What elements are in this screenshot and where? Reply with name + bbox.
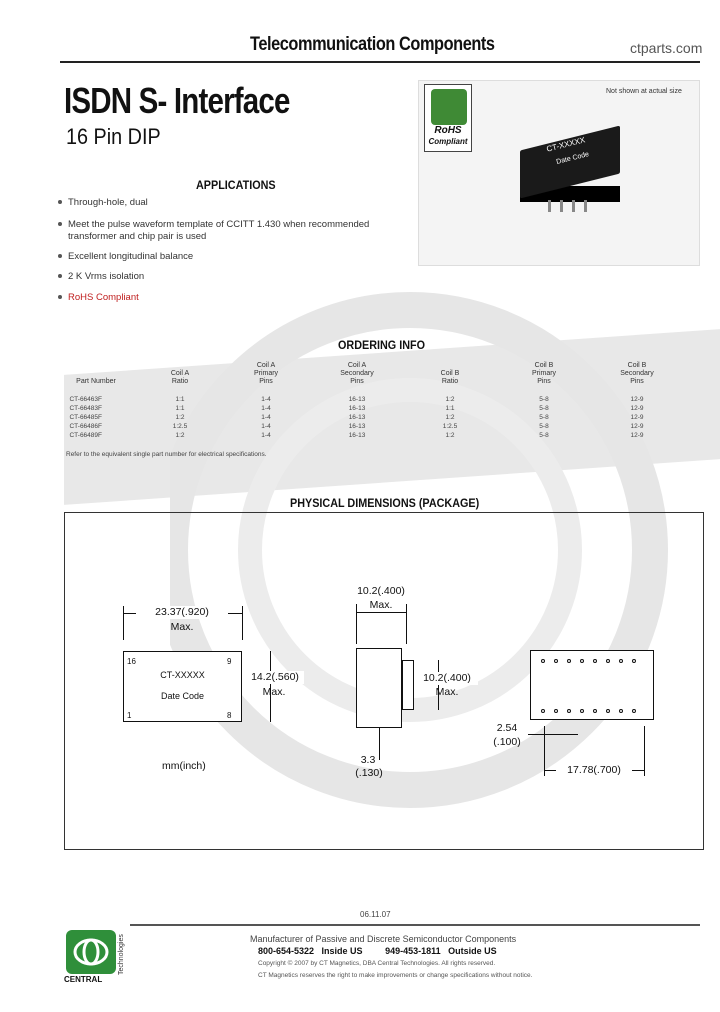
leaf-icon	[431, 89, 467, 125]
dim-height-label: 14.2(.560)	[246, 671, 304, 684]
table-cell: 1-4	[261, 396, 271, 403]
table-cell: 1:1	[175, 396, 185, 403]
table-cell: 1:1	[175, 405, 185, 412]
table-cell: CT-66463F	[69, 396, 102, 403]
side-height-label: 10.2(.400)	[416, 672, 478, 685]
table-header-cell: Coil A Secondary Pins	[340, 362, 374, 385]
chip-part-label: CT-XXXXX	[545, 135, 587, 154]
application-item-continued: transformer and chip pair is used	[68, 231, 207, 242]
side-height-line	[438, 660, 439, 710]
table-cell: CT-66483F	[69, 405, 102, 412]
dim-extension-line	[644, 726, 645, 776]
application-item: Meet the pulse waveform template of CCITT 1.430 when recommended	[68, 219, 370, 230]
dimensions-heading: PHYSICAL DIMENSIONS (PACKAGE)	[290, 496, 480, 510]
pitch-inch: (.100)	[493, 736, 521, 748]
lead-length-label: 3.3	[360, 754, 376, 766]
units-label: mm(inch)	[162, 760, 206, 772]
table-cell: 16-13	[348, 432, 366, 439]
pin-hole	[580, 659, 584, 663]
table-cell: 1:1	[445, 405, 455, 412]
dim-extension-line	[356, 604, 357, 644]
dim-width-max: Max.	[170, 621, 194, 633]
table-cell: CT-66485F	[69, 414, 102, 421]
table-cell: 1:2.5	[172, 423, 188, 430]
logo-text: CENTRAL	[64, 975, 103, 984]
dim-extension-line	[406, 604, 407, 644]
side-width-line	[356, 612, 406, 613]
pin-hole	[632, 659, 636, 663]
pin-9-label: 9	[227, 657, 232, 666]
table-cell: 16-13	[348, 405, 366, 412]
table-cell: 1:2	[175, 414, 185, 421]
package-top-view	[123, 651, 242, 722]
logo-side-text: Technologies	[118, 934, 125, 975]
pitch-dim-line	[528, 734, 578, 735]
table-header-cell: Coil B Ratio	[440, 370, 460, 385]
table-cell: 12-9	[630, 396, 644, 403]
package-part-label: CT-XXXXX	[160, 670, 205, 680]
table-cell: 12-9	[630, 414, 644, 421]
dim-extension-line	[123, 606, 124, 640]
rohs-label: RoHS	[434, 125, 462, 136]
table-cell: 1:2.5	[442, 423, 458, 430]
pin-hole	[554, 659, 558, 663]
pin-hole	[567, 659, 571, 663]
photo-note: Not shown at actual size	[606, 88, 682, 95]
ordering-heading: ORDERING INFO	[338, 338, 426, 352]
dim-width-label: 23.37(.920)	[136, 606, 228, 619]
chip-pin	[584, 200, 587, 212]
footer-tagline: Manufacturer of Passive and Discrete Semiconductor Components	[250, 934, 517, 944]
table-cell: 5-8	[539, 432, 549, 439]
row-spacing-label: 17.78(.700)	[556, 764, 632, 777]
side-width-label: 10.2(.400)	[357, 585, 405, 597]
pin-hole	[606, 709, 610, 713]
table-cell: 5-8	[539, 405, 549, 412]
table-cell: 5-8	[539, 423, 549, 430]
pin-hole	[593, 709, 597, 713]
chip-pin	[560, 200, 563, 212]
pin-hole	[632, 709, 636, 713]
table-header-cell: Part Number	[76, 378, 116, 385]
application-item: 2 K Vrms isolation	[68, 271, 145, 282]
pin-hole	[554, 709, 558, 713]
dim-extension-line	[242, 606, 243, 640]
footer-phones: 800-654-5322 Inside US 949-453-1811 Outside US	[258, 946, 497, 956]
lead-length-inch: (.130)	[355, 767, 383, 779]
package-side-lead	[402, 660, 414, 710]
chip-pin	[572, 200, 575, 212]
application-item: Excellent longitudinal balance	[68, 251, 194, 262]
footer-disclaimer: CT Magnetics reserves the right to make improvements or change specifications without notice.	[258, 972, 533, 979]
table-cell: 1-4	[261, 414, 271, 421]
dim-height-max: Max.	[262, 686, 286, 698]
chip-pin	[548, 200, 551, 212]
table-header-cell: Coil A Primary Pins	[253, 362, 279, 385]
header-title: Telecommunication Components	[250, 34, 495, 55]
central-logo-icon	[66, 930, 116, 974]
table-cell: 1:2	[445, 414, 455, 421]
table-cell: 5-8	[539, 396, 549, 403]
table-header-cell: Coil B Primary Pins	[531, 362, 557, 385]
table-cell: CT-66489F	[69, 432, 102, 439]
page-subtitle: 16 Pin DIP	[66, 124, 161, 149]
pin-8-label: 8	[227, 711, 232, 720]
pin-hole	[619, 659, 623, 663]
chip-date-label: Date Code	[555, 151, 590, 166]
page-title: ISDN S- Interface	[64, 80, 290, 121]
dim-extension-line	[544, 726, 545, 776]
application-item: Through-hole, dual	[68, 197, 148, 208]
footer-copyright: Copyright © 2007 by CT Magnetics, DBA Central Technologies. All rights reserved.	[258, 960, 496, 967]
table-header-cell: Coil A Ratio	[170, 370, 190, 385]
rohs-compliant-label: Compliant	[428, 137, 468, 146]
table-cell: 16-13	[348, 414, 366, 421]
header-divider	[60, 61, 700, 63]
package-date-label: Date Code	[160, 691, 205, 701]
table-cell: 1:2	[445, 432, 455, 439]
footer-divider	[130, 924, 700, 926]
package-side-view	[356, 648, 402, 728]
table-cell: 1-4	[261, 423, 271, 430]
table-cell: 16-13	[348, 396, 366, 403]
pin-1-label: 1	[127, 711, 132, 720]
applications-heading: APPLICATIONS	[196, 178, 276, 192]
table-header-cell: Coil B Secondary Pins	[620, 362, 654, 385]
pitch-label: 2.54	[496, 722, 518, 734]
table-cell: 5-8	[539, 414, 549, 421]
pin-hole	[593, 659, 597, 663]
table-cell: CT-66486F	[69, 423, 102, 430]
table-cell: 12-9	[630, 423, 644, 430]
table-cell: 1-4	[261, 432, 271, 439]
application-item-rohs: RoHS Compliant	[68, 292, 139, 303]
pin-hole	[580, 709, 584, 713]
header-site: ctparts.com	[630, 40, 703, 56]
table-cell: 16-13	[348, 423, 366, 430]
table-cell: 1:2	[445, 396, 455, 403]
table-cell: 1-4	[261, 405, 271, 412]
pin-hole	[567, 709, 571, 713]
table-cell: 12-9	[630, 405, 644, 412]
pin-hole	[606, 659, 610, 663]
table-cell: 12-9	[630, 432, 644, 439]
footer-date: 06.11.07	[360, 910, 391, 919]
pin-16-label: 16	[127, 657, 136, 666]
pin-hole	[619, 709, 623, 713]
rohs-badge	[424, 84, 472, 152]
pin-hole	[541, 709, 545, 713]
side-width-max: Max.	[369, 599, 393, 611]
ordering-note: Refer to the equivalent single part number for electrical specifications.	[66, 451, 267, 458]
side-height-max: Max.	[435, 686, 459, 698]
table-cell: 1:2	[175, 432, 185, 439]
pin-hole	[541, 659, 545, 663]
